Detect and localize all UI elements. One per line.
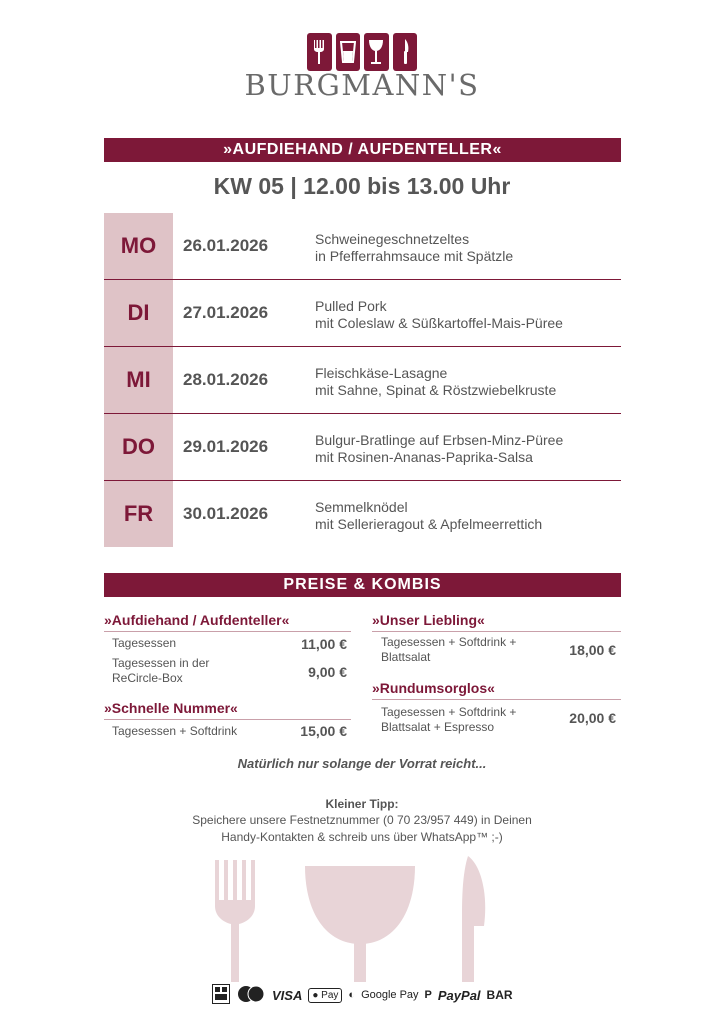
dish-line: Pulled Pork [315, 298, 387, 314]
applepay-label: Pay [321, 989, 339, 1001]
paypal-label: PayPal [437, 987, 481, 1003]
price-item-line: Blattsalat + Espresso [381, 720, 495, 734]
menu-row-tuesday [104, 280, 621, 347]
menu-banner: »AUFDIEHAND / AUFDENTELLER« [104, 138, 621, 162]
price-item-line: Tagesessen in der [112, 656, 210, 670]
dish-description [315, 499, 542, 533]
visa-label: VISA [272, 987, 303, 1003]
tumbler-icon [336, 33, 361, 71]
mastercard-icon [236, 984, 266, 1007]
day-date: 27.01.2026 [183, 303, 269, 322]
tip-line: Speichere unsere Festnetznummer (0 70 23/957 449) in Deinen [192, 813, 532, 827]
week-heading: KW 05 | 12.00 bis 13.00 Uhr [213, 173, 511, 199]
apple-icon: ● [312, 989, 319, 1001]
paypal-icon: P [424, 989, 432, 1001]
price-item: Tagesessen [112, 636, 177, 650]
prices-banner: PREISE & KOMBIS [104, 573, 621, 597]
dish-line: Semmelknödel [315, 499, 408, 515]
price-item: Tagesessen + Softdrink [112, 724, 238, 738]
price-value: 15,00 € [300, 723, 347, 739]
day-date: 29.01.2026 [183, 437, 269, 456]
day-abbr: MO [120, 233, 157, 258]
day-abbr: MI [126, 367, 151, 392]
price-title-liebling: »Unser Liebling« [372, 612, 485, 628]
contactless-icon: ◐ [348, 989, 356, 1001]
cash-label: BAR [486, 988, 513, 1002]
applepay-badge [308, 988, 342, 1003]
menu-row-monday [104, 213, 621, 280]
price-divider [372, 631, 621, 632]
fork-icon [307, 33, 332, 71]
price-value: 18,00 € [569, 642, 616, 658]
price-item-line: Tagesessen + Softdrink + [381, 705, 517, 719]
dish-description [315, 231, 513, 265]
price-value: 11,00 € [301, 636, 347, 652]
price-value: 20,00 € [569, 710, 616, 726]
googlepay-label: Google Pay [361, 989, 419, 1001]
dish-description [315, 432, 563, 466]
tip-text [0, 812, 724, 846]
price-divider [104, 631, 351, 632]
menu-row-friday [104, 481, 621, 548]
dish-line: mit Sellerieragout & Apfelmeerrettich [315, 516, 543, 532]
price-item-liebling [381, 635, 516, 665]
price-divider [104, 719, 351, 720]
payment-methods [212, 984, 513, 1006]
tip-heading: Kleiner Tipp: [325, 797, 399, 811]
dish-line: mit Coleslaw & Süßkartoffel-Mais-Püree [315, 315, 563, 331]
day-abbr: DO [122, 434, 155, 459]
dish-description [315, 298, 563, 332]
price-title-schnelle: »Schnelle Nummer« [104, 700, 238, 716]
availability-note: Natürlich nur solange der Vorrat reicht... [237, 756, 487, 771]
dish-line: mit Sahne, Spinat & Röstzwiebelkruste [315, 382, 557, 398]
price-item-line: Blattsalat [381, 650, 431, 664]
dish-line: Bulgur-Bratlinge auf Erbsen-Minz-Püree [315, 432, 564, 448]
price-title-rundum: »Rundumsorglos« [372, 680, 495, 696]
tip-line: Handy-Kontakten & schreib uns über WhatsApp™ ;-) [221, 830, 503, 844]
price-value: 9,00 € [308, 664, 347, 680]
day-date: 26.01.2026 [183, 236, 269, 255]
price-item-rundum [381, 705, 516, 735]
wine-glass-icon [364, 33, 389, 71]
price-title-aufdiehand: »Aufdiehand / Aufdenteller« [104, 612, 290, 628]
dish-line: Schweinegeschnetzeltes [315, 231, 470, 247]
price-item-recircle [112, 656, 209, 686]
cutlery-watermark-icon [200, 852, 500, 982]
menu-row-thursday [104, 414, 621, 481]
logo-icons [307, 33, 417, 71]
day-abbr: DI [127, 300, 150, 325]
dish-line: Fleischkäse-Lasagne [315, 365, 448, 381]
menu-row-wednesday [104, 347, 621, 414]
knife-icon [393, 33, 418, 71]
day-date: 28.01.2026 [183, 370, 269, 389]
dish-description [315, 365, 556, 399]
price-item-line: ReCircle-Box [112, 671, 183, 685]
day-date: 30.01.2026 [183, 504, 269, 523]
girocard-icon [212, 984, 230, 1007]
price-item-line: Tagesessen + Softdrink + [381, 635, 517, 649]
brand-name: BURGMANN'S [244, 68, 480, 102]
dish-line: mit Rosinen-Ananas-Paprika-Salsa [315, 449, 533, 465]
dish-line: in Pfefferrahmsauce mit Spätzle [315, 248, 514, 264]
day-abbr: FR [123, 501, 154, 526]
price-divider [372, 699, 621, 700]
